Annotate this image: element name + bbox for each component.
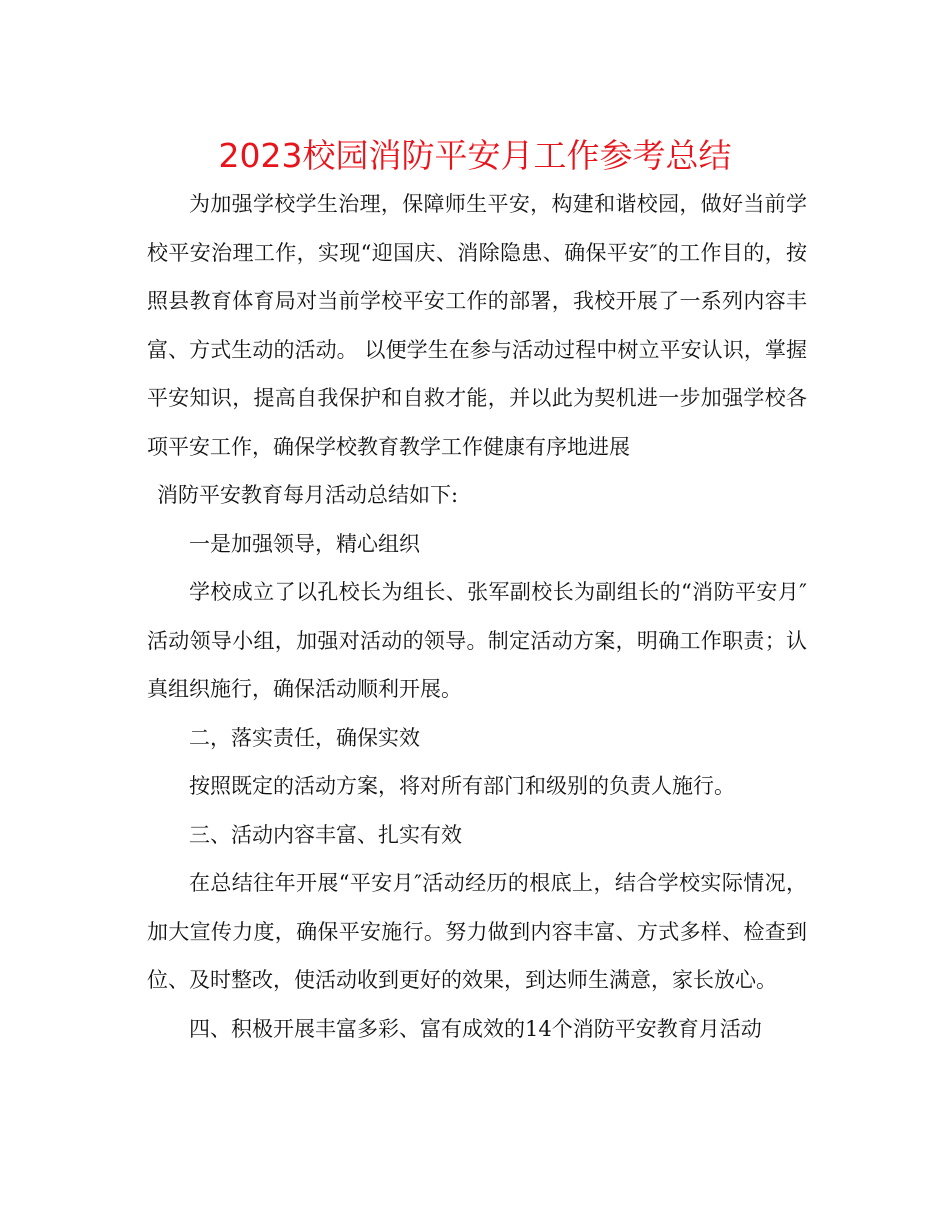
paragraph-section-3: 在总结往年开展“平安月″活动经历的根底上，结合学校实际情况，加大宣传力度，确保平安施行。努力做到内容丰富、方式多样、检查到位、及时整改，使活动收到更好的效果，到达师生满意，家长放心。 [147, 871, 807, 992]
document-title: 2023校园消防平安月工作参考总结 [218, 136, 732, 175]
section-heading-4: 四、积极开展丰富多彩、富有成效的14个消防平安教育月活动 [189, 1016, 762, 1041]
section-heading-3: 三、活动内容丰富、扎实有效 [189, 822, 462, 847]
paragraph-section-2: 按照既定的活动方案，将对所有部门和级别的负责人施行。 [189, 774, 735, 798]
paragraph-section-1: 学校成立了以孔校长为组长、张军副校长为副组长的“消防平安月″活动领导小组，加强对活动的领导。制定活动方案，明确工作职责；认真组织施行，确保活动顺利开展。 [147, 580, 807, 701]
section-heading-1: 一是加强领导，精心组织 [189, 531, 420, 556]
paragraph-intro: 为加强学校学生治理，保障师生平安，构建和谐校园，做好当前学校平安治理工作，实现“迎国庆、消除隐患、确保平安″的工作目的，按照县教育体育局对当前学校平安工作的部署，我校开展了一系列内容丰富、方式生动的活动。 以便学生在参与活动过程中树立平安认识，掌握平安知识，提高自我保护和自救才能，并以此为契机进一步加强学校各项平安工作，确保学校教育教学工作健康有序地进展 [147, 192, 807, 459]
document-body [147, 180, 807, 1053]
section-heading-2: 二，落实责任，确保实效 [189, 725, 420, 750]
paragraph-summary-lead: 消防平安教育每月活动总结如下: [157, 483, 459, 507]
